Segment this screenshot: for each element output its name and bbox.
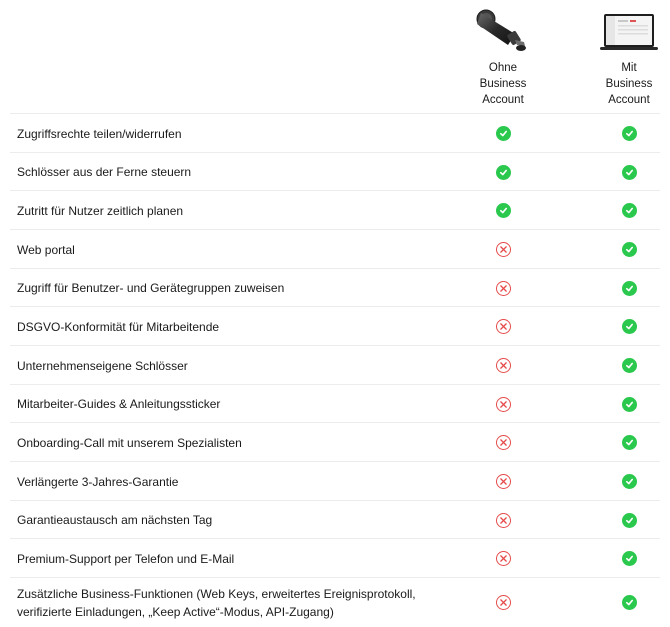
feature-label: Onboarding-Call mit unserem Spezialisten (17, 435, 242, 450)
table-row (10, 577, 660, 627)
smart-lock-icon (458, 0, 548, 52)
feature-label: Schlösser aus der Ferne steuern (17, 165, 192, 179)
feature-label: Web portal (17, 242, 75, 257)
column-label-with-business: Mit Business Account (605, 62, 653, 106)
table-row (10, 268, 660, 307)
feature-label: Zutritt für Nutzer zeitlich planen (17, 203, 184, 218)
check-icon (622, 203, 637, 218)
table-row (10, 306, 660, 346)
cross-icon (496, 551, 511, 566)
table-row (10, 384, 660, 423)
table-header (0, 0, 670, 114)
cross-icon (496, 281, 511, 296)
check-icon (622, 319, 637, 334)
cross-icon (496, 513, 511, 528)
check-icon (622, 595, 637, 610)
cross-icon (496, 595, 511, 610)
cross-icon (496, 435, 511, 450)
check-icon (496, 126, 511, 141)
check-icon (622, 397, 637, 412)
column-header-without-business (458, 0, 548, 108)
table-row (10, 113, 660, 153)
feature-label: Garantieaustausch am nächsten Tag (17, 513, 213, 527)
check-icon (622, 242, 637, 257)
check-icon (622, 513, 637, 528)
feature-label: Zugriff für Benutzer- und Gerätegruppen zuweisen (17, 281, 285, 295)
check-icon (622, 165, 637, 180)
feature-label: Verlängerte 3-Jahres-Garantie (17, 474, 179, 489)
check-icon (622, 126, 637, 141)
table-row (10, 422, 660, 462)
check-icon (622, 281, 637, 296)
check-icon (622, 474, 637, 489)
check-icon (622, 358, 637, 373)
feature-label: Mitarbeiter-Guides & Anleitungssticker (17, 397, 221, 411)
check-icon (622, 551, 637, 566)
check-icon (496, 165, 511, 180)
cross-icon (496, 474, 511, 489)
table-row (10, 461, 660, 501)
table-row (10, 152, 660, 191)
check-icon (496, 203, 511, 218)
feature-label: Zusätzliche Business-Funktionen (Web Keys, erweitertes Ereignisprotokoll, verifizierte Einladungen, „Keep Active“-Modus, API-Zugang) (17, 586, 416, 619)
column-label-without-business: Ohne Business Account (479, 62, 527, 106)
table-row (10, 500, 660, 539)
cross-icon (496, 242, 511, 257)
cross-icon (496, 397, 511, 412)
table-row (10, 538, 660, 578)
check-icon (622, 435, 637, 450)
cross-icon (496, 358, 511, 373)
table-row (10, 190, 660, 230)
laptop-dashboard-icon (584, 0, 670, 52)
cross-icon (496, 319, 511, 334)
table-row (10, 345, 660, 385)
feature-label: Zugriffsrechte teilen/widerrufen (17, 126, 182, 141)
feature-label: DSGVO-Konformität für Mitarbeitende (17, 319, 220, 334)
column-header-with-business (584, 0, 670, 108)
feature-label: Premium-Support per Telefon und E-Mail (17, 551, 235, 566)
feature-label: Unternehmenseigene Schlösser (17, 358, 188, 373)
table-row (10, 229, 660, 269)
